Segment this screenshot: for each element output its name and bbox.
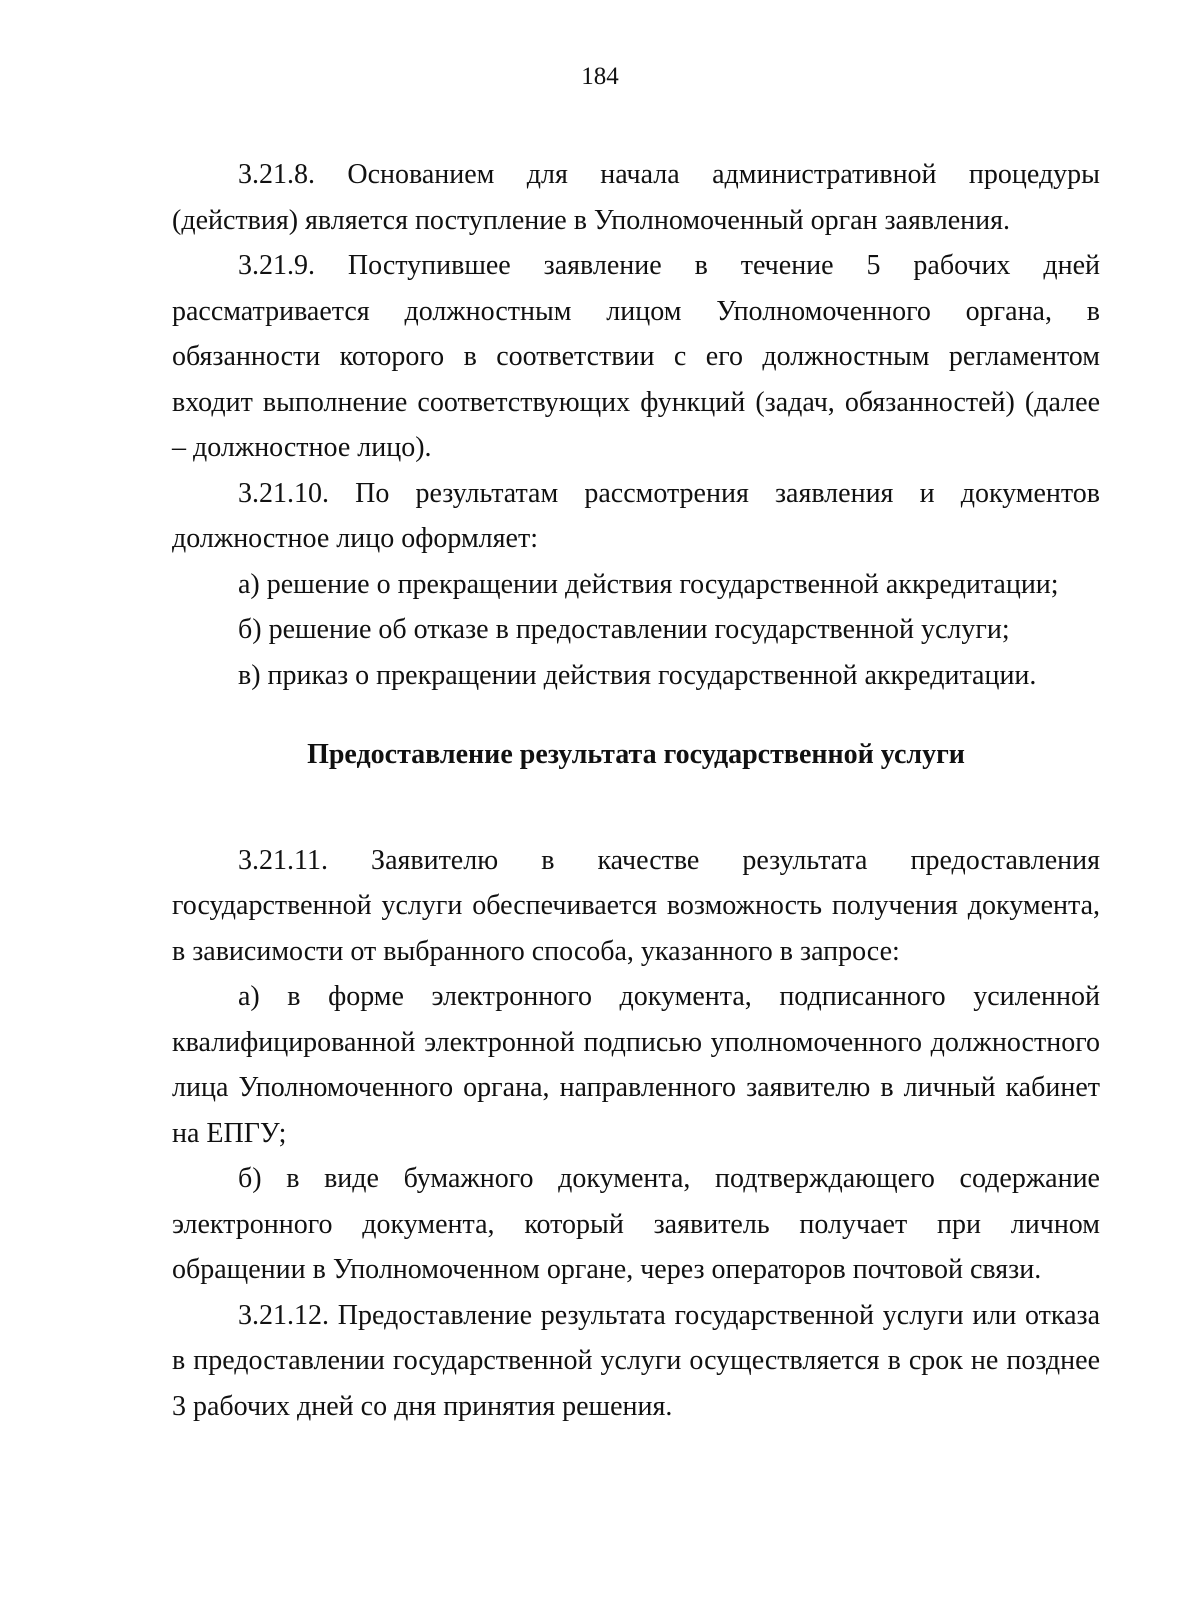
list-item-a-electronic-document: а) в форме электронного документа, подписанного усиленной квалифицированной электронной подписью уполномоченного должностного лица Уполномоченного органа, направленного заявителю в личный кабинет на ЕПГУ; — [172, 981, 1100, 1149]
document-body — [172, 152, 1100, 1429]
paragraph-3-21-11: 3.21.11. Заявителю в качестве результата предоставления государственной услуги обеспечивается возможность получения документа, в зависимости от выбранного способа, указанного в запросе: — [172, 844, 1100, 967]
paragraph-3-21-10: 3.21.10. По результатам рассмотрения заявления и документов должностное лицо оформляет: — [172, 477, 1100, 554]
list-item-a-decision-termination: а) решение о прекращении действия государственной аккредитации; — [238, 568, 1059, 600]
list-item-b-paper-document: б) в виде бумажного документа, подтверждающего содержание электронного документа, который заявитель получает при личном обращении в Уполномоченном органе, через операторов почтовой связи. — [172, 1163, 1100, 1285]
paragraph-3-21-12: 3.21.12. Предоставление результата государственной услуги или отказа в предоставлении государственной услуги осуществляется в срок не позднее 3 рабочих дней со дня принятия решения. — [172, 1299, 1100, 1422]
paragraph-3-21-9: 3.21.9. Поступившее заявление в течение 5 рабочих дней рассматривается должностным лицом Уполномоченного органа, в обязанности которого в соответствии с его должностным регламентом входит выполнение соответствующих функций (задач, обязанностей) (далее – должностное лицо). — [172, 250, 1100, 463]
list-item-b-decision-refusal: б) решение об отказе в предоставлении государственной услуги; — [238, 614, 1010, 645]
list-item-c-order-termination: в) приказ о прекращении действия государственной аккредитации. — [238, 659, 1037, 691]
paragraph-3-21-8: 3.21.8. Основанием для начала административной процедуры (действия) является поступление в Уполномоченный орган заявления. — [172, 159, 1100, 236]
page-number: 184 — [581, 63, 619, 90]
section-heading: Предоставление результата государственной услуги — [307, 739, 965, 770]
